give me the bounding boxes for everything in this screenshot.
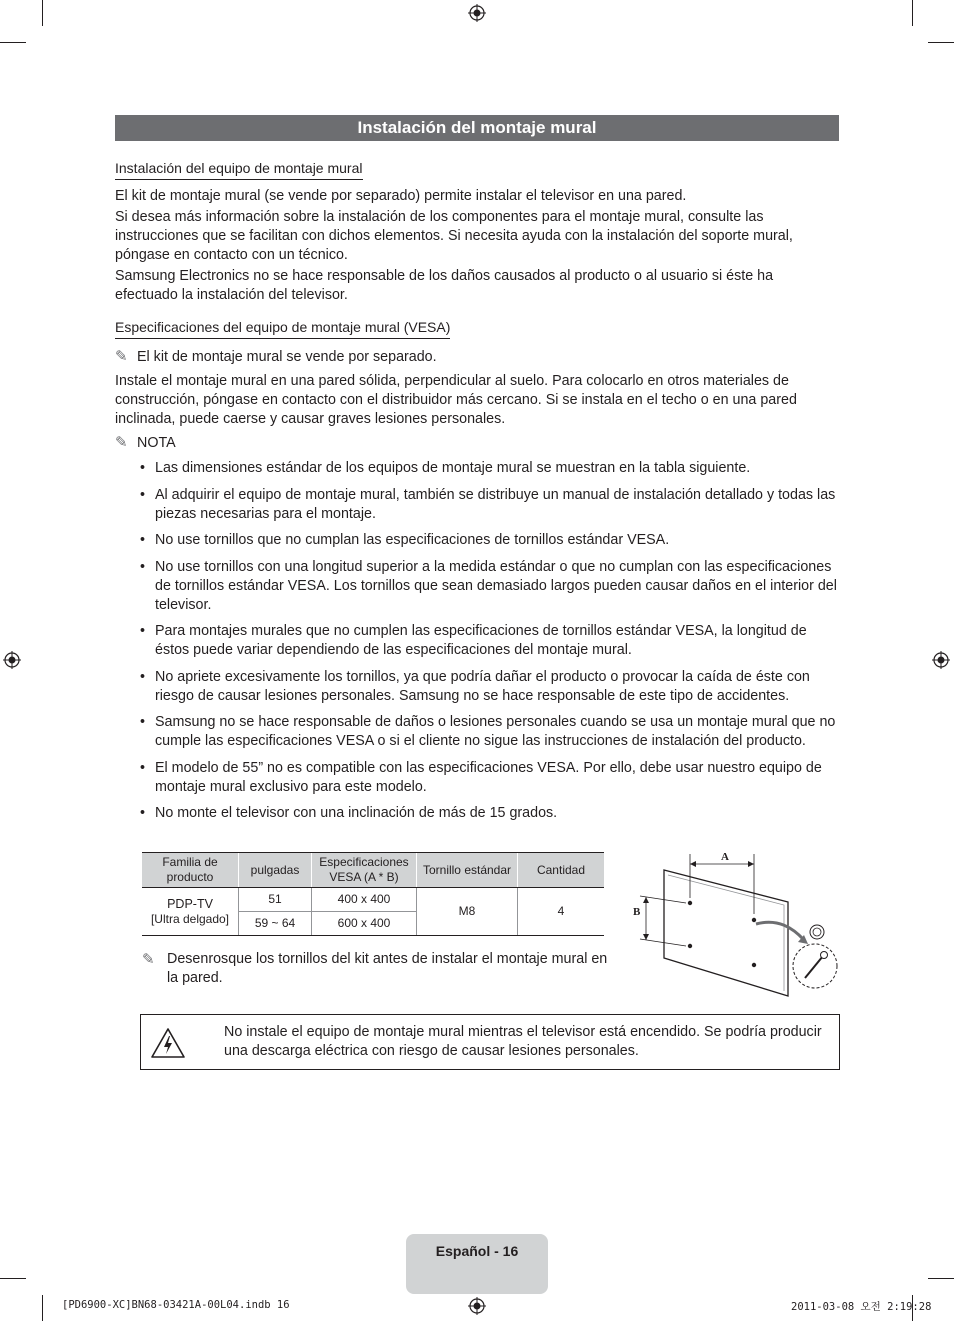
bullet-icon: • — [140, 486, 146, 503]
family-subname: [Ultra delgado] — [150, 911, 230, 926]
list-item: • El modelo de 55” no es compatible con las especificaciones VESA. Por ello, debe usar nuestro equipo de montaje mural exclusivo para este modelo. — [140, 759, 822, 795]
crop-mark — [0, 1278, 26, 1279]
dimension-label-a: A — [721, 851, 729, 863]
paragraph: Instale el montaje mural en una pared sólida, perpendicular al suelo. Para colocarlo en otros materiales de construcción, póngase en contacto con el distribuidor más cercano. Si se instala en el techo o en una pared inclinada, puede caerse y causar graves lesiones personales. — [115, 373, 797, 427]
table-cell-screw: M8 — [417, 888, 518, 936]
table-cell-vesa: 600 x 400 — [312, 912, 417, 936]
table-header-cell: Familia de producto — [142, 853, 239, 888]
table-header-cell: Tornillo estándar — [417, 853, 518, 888]
print-slug-right: 2011-03-08 오전 2:19:28 — [791, 1301, 932, 1313]
subheading-installation: Instalación del equipo de montaje mural — [115, 159, 363, 180]
note-text: Desenrosque los tornillos del kit antes de instalar el montaje mural en la pared. — [167, 951, 608, 986]
warning-text: No instale el equipo de montaje mural mientras el televisor está encendido. Se podría producir una descarga eléctrica con riesgo de causar lesiones personales. — [224, 1024, 822, 1059]
list-item: • No apriete excesivamente los tornillos, ya que podría dañar el producto o provocar la caída de éste con riesgo de causar lesiones personales. Samsung no se hace responsable de este tipo de accidentes. — [140, 668, 810, 704]
bullet-icon: • — [140, 759, 146, 776]
page-number-tab: Español - 16 — [406, 1234, 548, 1294]
vesa-spec-table — [142, 852, 604, 936]
list-item: • Para montajes murales que no cumplen las especificaciones de tornillos estándar VESA, la longitud de éstos puede variar dependiendo de las especificaciones del montaje mural. — [140, 623, 807, 658]
pencil-note-icon: ✎ — [115, 434, 128, 451]
notes-list — [115, 459, 839, 831]
dimension-label-b: B — [633, 906, 641, 918]
bullet-icon: • — [140, 623, 146, 639]
section-title: Instalación del montaje mural — [115, 115, 839, 141]
crop-mark — [42, 0, 43, 26]
pencil-note-icon: ✎ — [142, 951, 155, 968]
bullet-icon: • — [140, 532, 146, 548]
table-header-cell: pulgadas — [239, 853, 312, 888]
pencil-note-icon: ✎ — [115, 348, 128, 365]
list-item: • Al adquirir el equipo de montaje mural, también se distribuye un manual de instalación detallado y todas las piezas necesarias para el montaje. — [140, 486, 836, 522]
list-item: • No monte el televisor con una inclinación de más de 15 grados. — [140, 805, 558, 821]
list-item: • Samsung no se hace responsable de daños o lesiones personales cuando se usa un montaje mural que no cumple las especificaciones VESA o si el cliente no sigue las instrucciones de instalación del producto. — [140, 714, 836, 749]
table-header-cell: Especificaciones VESA (A * B) — [312, 853, 417, 888]
wall-mount-diagram — [628, 848, 840, 1000]
print-slug-left: [PD6900-XC]BN68-03421A-00L04.indb 16 — [62, 1299, 290, 1311]
nota-label: NOTA — [137, 435, 176, 451]
subheading-vesa-specs: Especificaciones del equipo de montaje mural (VESA) — [115, 318, 450, 339]
crop-mark — [42, 1295, 43, 1321]
family-cell — [142, 888, 239, 936]
registration-mark-icon — [468, 1297, 486, 1315]
note-unscrew — [142, 950, 622, 988]
crop-mark — [928, 42, 954, 43]
bullet-icon: • — [140, 714, 146, 730]
bullet-icon: • — [140, 558, 146, 575]
bullet-icon: • — [140, 460, 146, 476]
bullet-icon: • — [140, 805, 146, 821]
nota-line — [115, 433, 176, 453]
bullet-icon: • — [140, 668, 146, 685]
registration-mark-icon — [468, 4, 486, 22]
crop-mark — [0, 42, 26, 43]
crop-mark — [928, 1278, 954, 1279]
note-text: El kit de montaje mural se vende por separado. — [137, 349, 437, 365]
registration-mark-icon — [3, 651, 21, 669]
table-header-row — [142, 853, 604, 888]
registration-mark-icon — [932, 651, 950, 669]
paragraph: Si desea más información sobre la instalación de los componentes para el montaje mural, consulte las instrucciones que se facilitan con dichos elementos. Si necesita ayuda con la instalación del soporte mural, póngase en contacto con un técnico. — [115, 209, 793, 263]
table-header-cell: Cantidad — [518, 853, 605, 888]
table-cell-inches: 51 — [239, 888, 312, 912]
table-cell-quantity: 4 — [518, 888, 605, 936]
crop-mark — [912, 0, 913, 26]
note-line — [115, 347, 437, 367]
table-cell-inches: 59 ~ 64 — [239, 912, 312, 936]
table-cell-vesa: 400 x 400 — [312, 888, 417, 912]
table-row — [142, 888, 604, 912]
list-item: • No use tornillos con una longitud superior a la medida estándar o que no cumplan con las especificaciones de tornillos estándar VESA. Los tornillos que sean demasiado largos pueden causar daños en el interior del televisor. — [140, 558, 837, 613]
paragraph: El kit de montaje mural (se vende por separado) permite instalar el televisor en una pared. — [115, 188, 687, 204]
list-item: • Las dimensiones estándar de los equipos de montaje mural se muestran en la tabla siguiente. — [140, 460, 751, 476]
warning-box — [140, 1014, 840, 1070]
list-item: • No use tornillos que no cumplan las especificaciones de tornillos estándar VESA. — [140, 532, 670, 548]
paragraph: Samsung Electronics no se hace responsable de los daños causados al producto o al usuario si éste ha efectuado la instalación del televisor. — [115, 268, 774, 303]
family-name: PDP-TV — [167, 896, 213, 911]
electric-shock-warning-icon — [150, 1027, 186, 1059]
